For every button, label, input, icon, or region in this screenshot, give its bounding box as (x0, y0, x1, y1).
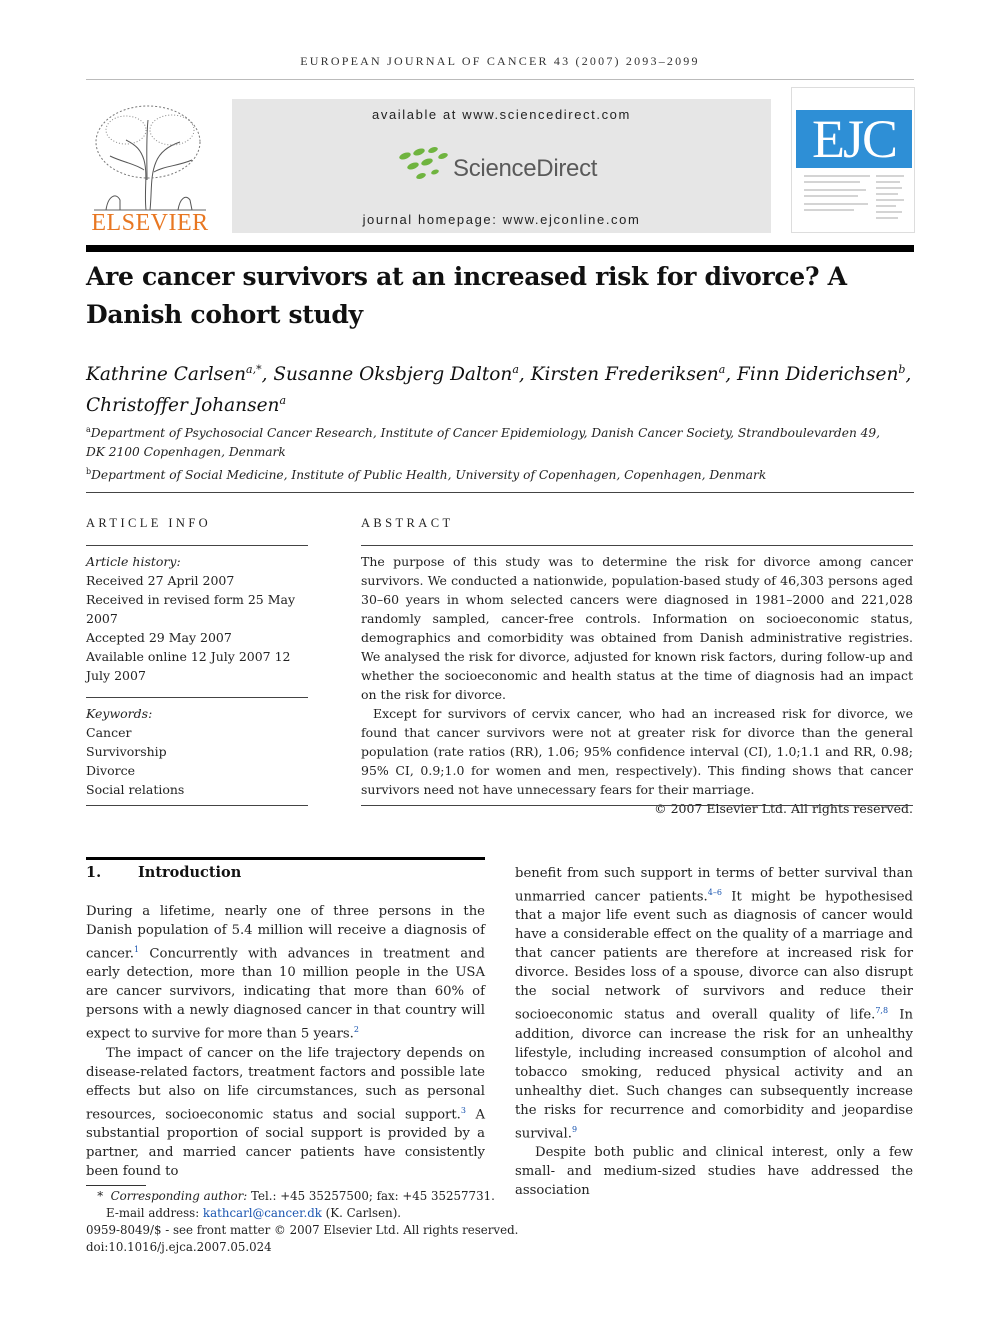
abstract-heading: ABSTRACT (361, 516, 454, 530)
divider (86, 805, 308, 806)
affiliation-a (86, 420, 916, 462)
author-name[interactable]: Kirsten Frederiksen (530, 364, 719, 386)
footnotes (86, 1188, 686, 1256)
text: During a lifetime, nearly one of three persons in the Danish population of 5.4 million will receive a diagnosis of cancer. (86, 904, 485, 962)
citation-link[interactable]: 9 (571, 1124, 578, 1134)
affiliation-divider (86, 492, 914, 493)
author-affiliation-mark[interactable]: a (718, 363, 726, 376)
author-affiliation-mark[interactable]: a (279, 394, 287, 408)
history-label: Article history: (86, 554, 181, 569)
keyword: Divorce (86, 763, 135, 778)
affiliation-mark: b (86, 467, 92, 477)
citation-link[interactable]: 2 (353, 1025, 359, 1035)
affiliation-b (86, 462, 916, 485)
text: The impact of cancer on the life trajectory depends on disease-related factors, treatment factors and possible late effects but also on life circumstances, such as personal resources, socioeconomic status and social support. (86, 1045, 485, 1123)
keyword: Cancer (86, 725, 132, 740)
footnote-text: Tel.: +45 35257500; fax: +45 35257731. (247, 1189, 495, 1203)
keyword: Social relations (86, 782, 185, 797)
footnote-label: Corresponding author: (110, 1189, 248, 1203)
footnote-rule (86, 1185, 146, 1186)
journal-cover-text-icon (800, 172, 908, 224)
divider (361, 545, 913, 546)
body-column-right (515, 864, 913, 1200)
section-number: 1. (86, 864, 102, 881)
section-heading (86, 864, 485, 881)
email-link[interactable]: kathcarl@cancer.dk (202, 1206, 322, 1220)
section-title: Introduction (138, 864, 242, 881)
email-suffix: (K. Carlsen). (321, 1206, 402, 1220)
affiliation-text: Department of Psychosocial Cancer Research, Institute of Cancer Epidemiology, Danish Cancer Society, Strandboulevarden 49, (90, 426, 881, 441)
author-affiliation-mark[interactable]: b (898, 363, 906, 376)
paragraph (86, 902, 485, 1044)
text: benefit from such support in terms of better survival than unmarried cancer patients. (515, 866, 913, 905)
abstract-paragraph: The purpose of this study was to determine the risk for divorce among cancer survivors. We conducted a nationwide, population-based study of 46,303 persons aged 30–60 years in whom selected cancers were diagnosed in 1981–2000 and 221,028 randomly sampled, cancer-free controls. Information on socioeconomic status, demographics and comorbidity was obtained from Danish administrative registries. We analysed the risk for divorce, adjusted for known risk factors, during follow-up and whether the socioeconomic and health status at the time of diagnosis had an impact on the risk for divorce. (361, 554, 913, 702)
footnote-mark: * (97, 1189, 104, 1203)
history-item: Received in revised form 25 May 2007 (86, 592, 296, 626)
keywords (86, 704, 308, 799)
journal-homepage-link[interactable]: journal homepage: www.ejconline.com (362, 212, 641, 227)
article-info-heading: ARTICLE INFO (86, 516, 212, 530)
body-column-left (86, 902, 485, 1181)
affiliation-mark: a (86, 425, 91, 434)
running-header: EUROPEAN JOURNAL OF CANCER 43 (2007) 2093–2099 (300, 54, 700, 68)
elsevier-wordmark: ELSEVIER (91, 210, 209, 236)
abstract-body (361, 552, 913, 818)
paragraph (86, 1044, 485, 1181)
citation-link[interactable]: 7,8 (875, 1006, 889, 1016)
email-label: E-mail address: (106, 1206, 203, 1220)
section-rule (86, 857, 485, 860)
author-separator: , (905, 364, 912, 386)
sciencedirect-wordmark: ScienceDirect (453, 155, 598, 182)
citation-link[interactable]: 3 (460, 1105, 466, 1115)
author-separator: , (261, 364, 274, 386)
author-name[interactable]: Susanne Oksbjerg Dalton (273, 364, 513, 386)
text: It might be hypothesised that a major life event such as diagnosis of cancer would have a considerable effect on the quality of a marriage and that cancer patients are therefore at increased risk for divorce. Besides loss of a spouse, divorce can also disrupt the social network of survivors and reduce their socioeconomic status and overall quality of life. (515, 889, 913, 1023)
email-note (86, 1205, 686, 1222)
doi-line[interactable]: doi:10.1016/j.ejca.2007.05.024 (86, 1240, 272, 1254)
text: In addition, divorce can increase the risk for an unhealthy lifestyle, including increased consumption of alcohol and tobacco smoking, reduced physical activity and an unhealthy diet. Such changes can subsequently increase the risks for recurrence and comorbidity and jeopardise survival. (515, 1007, 913, 1142)
text: A substantial proportion of social support is provided by a partner, and married cancer patients have consistently been found to (86, 1107, 485, 1180)
affiliations (86, 420, 916, 485)
ejc-logo: EJC (811, 109, 897, 169)
history-item: Received 27 April 2007 (86, 573, 235, 588)
history-item: Available online 12 July 2007 12 July 2007 (86, 649, 291, 683)
corresponding-author-note (86, 1188, 686, 1205)
text: Concurrently with advances in treatment and early detection, more than 10 million people in the USA are cancer survivors, indicating that more than 60% of persons with a newly diagnosed cancer in that country will expect to survive for more than 5 years. (86, 946, 485, 1042)
author-name[interactable]: Finn Diderichsen (737, 364, 899, 386)
divider (361, 805, 913, 806)
history-item: Accepted 29 May 2007 (86, 630, 232, 645)
author-name[interactable]: Kathrine Carlsen (86, 364, 247, 386)
abstract-paragraph: Except for survivors of cervix cancer, who had an increased risk for divorce, we found that cancer survivors were not at greater risk for divorce than the general population (rate ratios (RR), 1.06; 95% confidence interval (CI), 1.0;1.1 and RR, 0.98; 95% CI, 0.9;1.0 for women and men, respectively). This finding shows that cancer survivors need not have unnecessary fears for their marriage. (361, 706, 913, 797)
author-affiliation-mark[interactable]: a (512, 363, 519, 376)
header-rule (86, 79, 914, 80)
divider (86, 545, 308, 546)
keyword: Survivorship (86, 744, 167, 759)
author-affiliation-mark[interactable]: a,* (246, 363, 262, 376)
author-list (86, 357, 916, 419)
affiliation-text: DK 2100 Copenhagen, Denmark (86, 445, 286, 460)
affiliation-text: Department of Social Medicine, Institute of Public Health, University of Copenhagen, Copenhagen, Denmark (91, 468, 767, 483)
author-separator: , (725, 364, 738, 386)
citation-link[interactable]: 1 (133, 945, 140, 954)
copyright-notice: © 2007 Elsevier Ltd. All rights reserved. (654, 801, 913, 816)
citation-link[interactable]: 4–6 (707, 888, 722, 897)
article-title: Are cancer survivors at an increased risk for divorce? A Danish cohort study (86, 262, 847, 329)
author-separator: , (518, 364, 531, 386)
article-history (86, 552, 308, 685)
keywords-label: Keywords: (86, 706, 153, 721)
paragraph: Despite both public and clinical interest, only a few small- and medium-sized studies have addressed the association (515, 1145, 913, 1199)
banner-divider (86, 245, 914, 252)
divider (86, 697, 308, 698)
available-at-link[interactable]: available at www.sciencedirect.com (372, 107, 631, 122)
paragraph (515, 864, 913, 1143)
issn-line: 0959-8049/$ - see front matter © 2007 Elsevier Ltd. All rights reserved. (86, 1223, 519, 1237)
author-name[interactable]: Christoffer Johansen (86, 395, 280, 417)
